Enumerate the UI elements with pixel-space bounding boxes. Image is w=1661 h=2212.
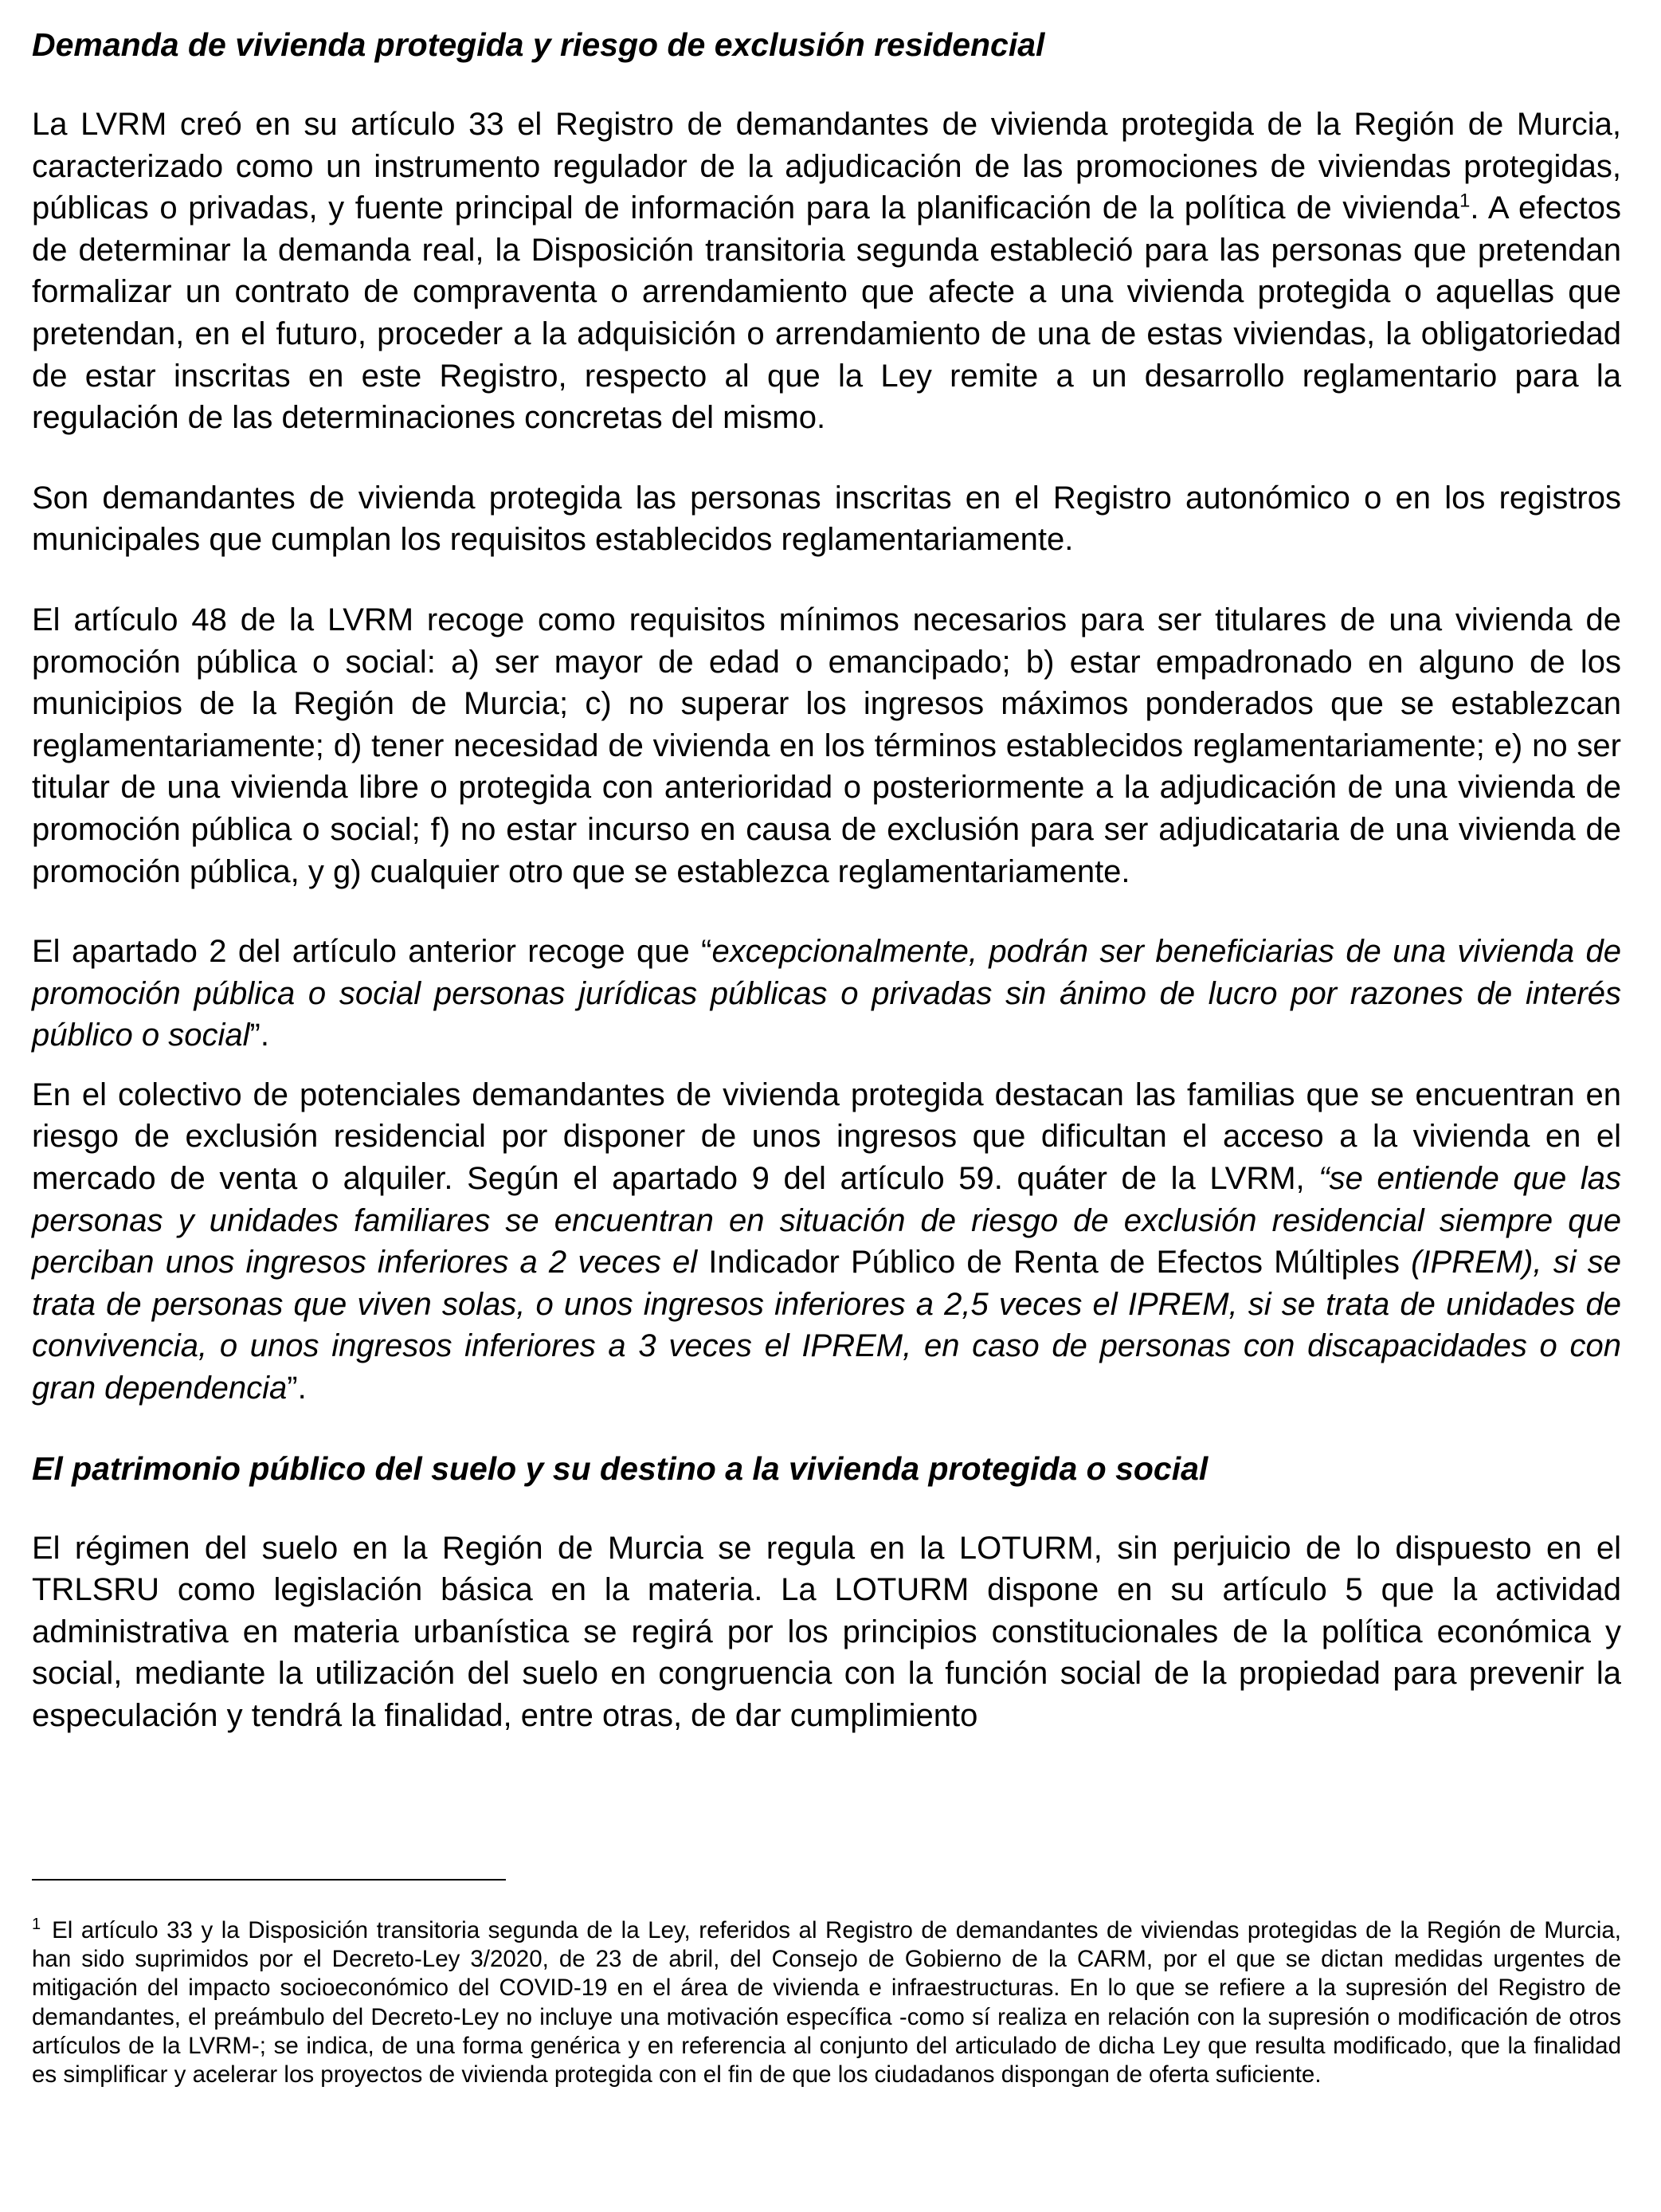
footnote-text: El artículo 33 y la Disposición transitoria segunda de la Ley, referidos al Registro de demandantes de viviendas protegidas de la Región de Murcia, han sido suprimidos por el Decreto-Ley 3/2020, de 23 de abril, del Consejo de Gobierno de la CARM, por el que se dictan medidas urgentes de mitigación del impacto socioeconómico del COVID-19 en el área de vivienda e infraestructuras. En lo que se refiere a la supresión del Registro de demandantes, el preámbulo del Decreto-Ley no incluye una motivación específica -como sí realiza en relación con la supresión o modificación de otros artículos de la LVRM-; se indica, de una forma genérica y en referencia al conjunto del articulado de dicha Ley que resulta modificado, que la finalidad es simplificar y acelerar los proyectos de vivienda protegida con el fin de que los ciudadanos dispongan de oferta suficiente. — [32, 1917, 1621, 2088]
paragraph-text: En el colectivo de potenciales demandantes de vivienda protegida destacan las familias que se encuentran en riesgo de exclusión residencial por disponer de unos ingresos que dificultan el acceso a la vivienda en el mercado de venta o alquiler. Según el apartado 9 del artículo 59. quáter de la LVRM, — [32, 1077, 1621, 1197]
quoted-text: excepcionalmente, podrán ser beneficiarias de una vivienda de promoción pública o social personas jurídicas públicas o privadas sin ánimo de lucro por razones de interés público o social — [32, 934, 1622, 1053]
paragraph-apartado-2 — [32, 931, 1621, 1057]
paragraph-demandantes-definicion: Son demandantes de vivienda protegida las personas inscritas en el Registro autonómico o en los registros municipales que cumplan los requisitos establecidos reglamentariamente. — [32, 480, 1621, 558]
footnote-reference: 1 — [1459, 190, 1471, 212]
document-page — [32, 24, 1621, 1775]
paragraph-text: ”. — [287, 1371, 307, 1406]
paragraph-text: . A efectos de determinar la demanda real, la Disposición transitoria segunda estableció para las personas que pretendan formalizar un contrato de compraventa o arrendamiento que afecte a una vivienda protegida o aquellas que pretendan, en el futuro, proceder a la adquisición o arrendamiento de una de estas viviendas, la obligatoriedad de estar inscritas en este Registro, respecto al que la Ley remite a un desarrollo reglamentario para la regulación de las determinaciones concretas del mismo. — [32, 190, 1621, 436]
footnote-separator — [32, 1879, 506, 1881]
section-heading-patrimonio-suelo: El patrimonio público del suelo y su destino a la vivienda protegida o social — [32, 1449, 1209, 1487]
quoted-text: “se entiende que las personas y unidades familiares se encuentran en situación de riesgo de exclusión residencial siempre que perciban unos ingresos inferiores a 2 veces el — [32, 1161, 1621, 1281]
paragraph-text: ”. — [249, 1018, 269, 1053]
paragraph-registro-demandantes — [32, 104, 1621, 439]
section-heading-demanda: Demanda de vivienda protegida y riesgo de exclusión residencial — [32, 26, 1045, 63]
paragraph-requisitos-articulo-48: El artículo 48 de la LVRM recoge como requisitos mínimos necesarios para ser titulares de una vivienda de promoción pública o social: a) ser mayor de edad o emancipado; b) estar empadronado en alguno de los municipios de la Región de Murcia; c) no superar los ingresos máximos ponderados que se establezcan reglamentariamente; d) tener necesidad de vivienda en los términos establecidos reglamentariamente; e) no ser titular de una vivienda libre o protegida con anterioridad o posteriormente a la adjudicación de una vivienda de promoción pública o social; f) no estar incurso en causa de exclusión para ser adjudicataria de una vivienda de promoción pública, y g) cualquier otro que se establezca reglamentariamente. — [32, 602, 1621, 889]
paragraph-riesgo-exclusion — [32, 1074, 1621, 1410]
paragraph-regimen-suelo: El régimen del suelo en la Región de Murcia se regula en la LOTURM, sin perjuicio de lo dispuesto en el TRLSRU como legislación básica en la materia. La LOTURM dispone en su artículo 5 que la actividad administrativa en materia urbanística se regirá por los principios constitucionales de la política económica y social, mediante la utilización del suelo en congruencia con la función social de la propiedad para prevenir la especulación y tendrá la finalidad, entre otras, de dar cumplimiento — [32, 1530, 1621, 1733]
footnote-1 — [32, 1916, 1621, 2089]
paragraph-text: La LVRM creó en su artículo 33 el Registro de demandantes de vivienda protegida de la Región de Murcia, caracterizado como un instrumento regulador de la adjudicación de las promociones de viviendas protegidas, públicas o privadas, y fuente principal de información para la planificación de la política de vivienda — [32, 107, 1621, 226]
paragraph-text: El apartado 2 del artículo anterior recoge que “ — [32, 934, 712, 970]
footnote-number: 1 — [32, 1916, 41, 1934]
quoted-text: (IPREM), si se trata de personas que viven solas, o unos ingresos inferiores a 2,5 veces el IPREM, si se trata de unidades de convivencia, o unos ingresos inferiores a 3 veces el IPREM, en caso de personas con discapacidades o con gran dependencia — [32, 1245, 1621, 1406]
paragraph-text: Indicador Público de Renta de Efectos Múltiples — [697, 1245, 1412, 1281]
